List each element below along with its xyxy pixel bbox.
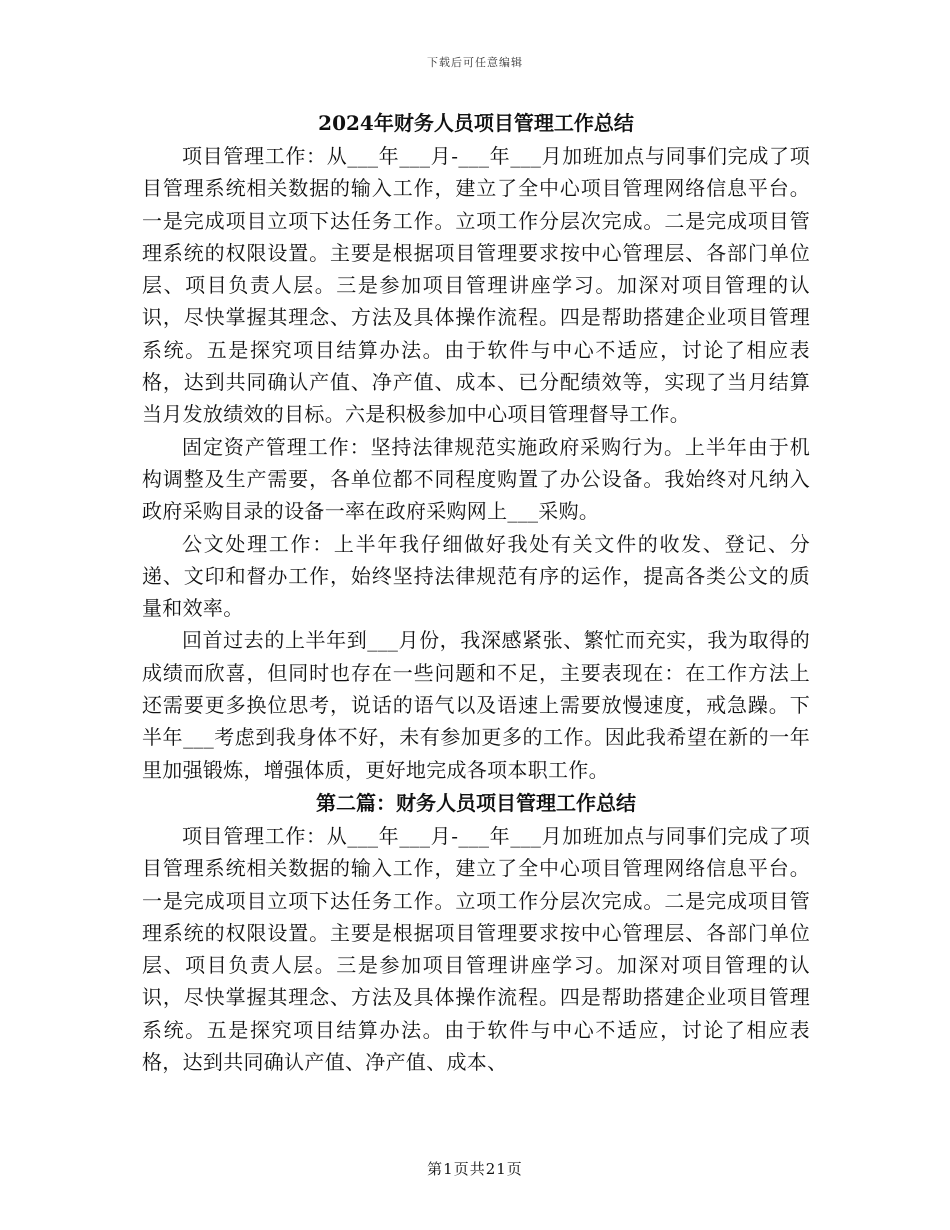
document-body bbox=[142, 106, 810, 1078]
paragraph-document-handling: 公文处理工作：上半年我仔细做好我处有关文件的收发、登记、分递、文印和督办工作，始终坚持法律规范有序的运作，提高各类公文的质量和效率。 bbox=[142, 531, 810, 621]
page-number: 第1页共21页 bbox=[427, 1160, 523, 1178]
paragraph-project-management: 项目管理工作：从___年___月-___年___月加班加点与同事们完成了项目管理系统相关数据的输入工作，建立了全中心项目管理网络信息平台。一是完成项目立项下达任务工作。立项工作分层次完成。二是完成项目管理系统的权限设置。主要是根据项目管理要求按中心管理层、各部门单位层、项目负责人层。三是参加项目管理讲座学习。加深对项目管理的认识，尽快掌握其理念、方法及具体操作流程。四是帮助搭建企业项目管理系统。五是探究项目结算办法。由于软件与中心不适应，讨论了相应表格，达到共同确认产值、净产值、成本、已分配绩效等，实现了当月结算当月发放绩效的目标。六是积极参加中心项目管理督导工作。 bbox=[142, 144, 810, 427]
paragraph-fixed-assets: 固定资产管理工作：坚持法律规范实施政府采购行为。上半年由于机构调整及生产需要，各单位都不同程度购置了办公设备。我始终对凡纳入政府采购目录的设备一率在政府采购网上___采购。 bbox=[142, 434, 810, 524]
paragraph-review: 回首过去的上半年到___月份，我深感紧张、繁忙而充实，我为取得的成绩而欣喜，但同时也存在一些问题和不足，主要表现在：在工作方法上还需要更多换位思考，说话的语气以及语速上需要放慢速度，戒急躁。下半年___考虑到我身体不好，未有参加更多的工作。因此我希望在新的一年里加强锻炼，增强体质，更好地完成各项本职工作。 bbox=[142, 628, 810, 782]
header-note: 下载后可任意编辑 bbox=[427, 56, 523, 69]
section2-paragraph-project-management: 项目管理工作：从___年___月-___年___月加班加点与同事们完成了项目管理系统相关数据的输入工作，建立了全中心项目管理网络信息平台。一是完成项目立项下达任务工作。立项工作分层次完成。二是完成项目管理系统的权限设置。主要是根据项目管理要求按中心管理层、各部门单位层、项目负责人层。三是参加项目管理讲座学习。加深对项目管理的认识，尽快掌握其理念、方法及具体操作流程。四是帮助搭建企业项目管理系统。五是探究项目结算办法。由于软件与中心不适应，讨论了相应表格，达到共同确认产值、净产值、成本、 bbox=[142, 823, 810, 1075]
document-title: 2024年财务人员项目管理工作总结 bbox=[318, 111, 634, 135]
section2-title: 第二篇：财务人员项目管理工作总结 bbox=[316, 790, 636, 815]
